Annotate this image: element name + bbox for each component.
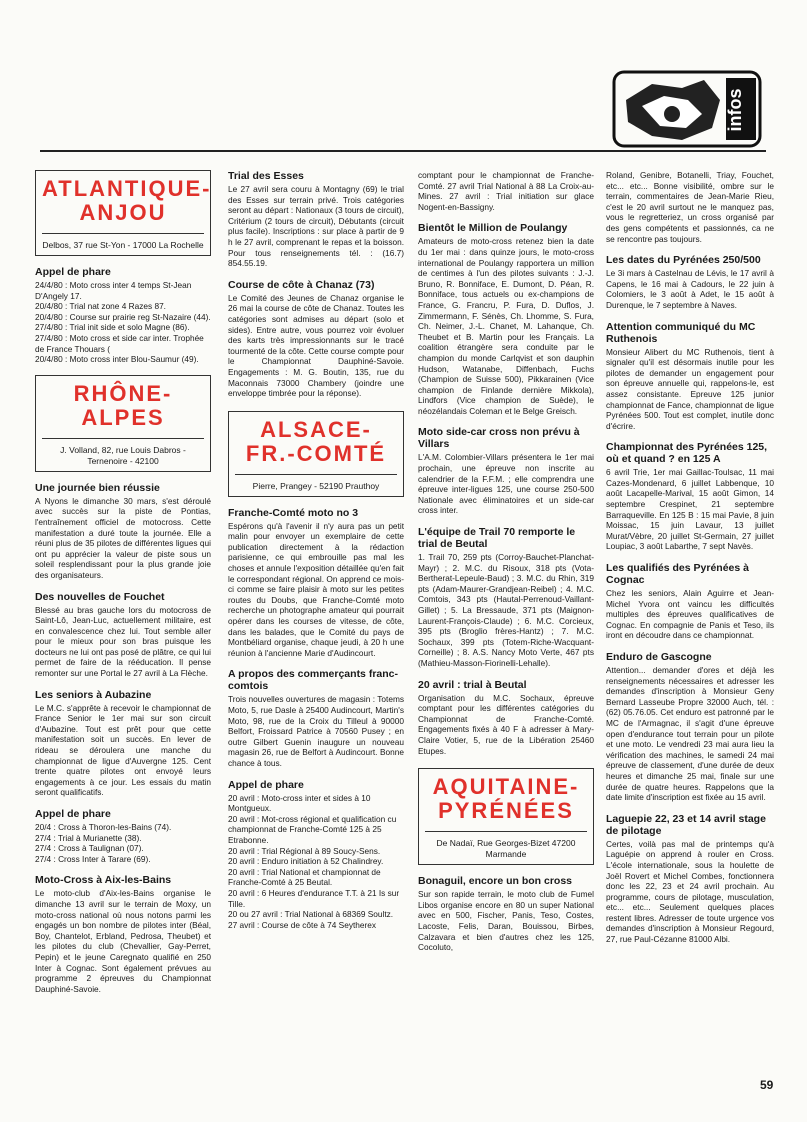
event-line: 20 avril : Enduro initiation à 52 Chalindrey. bbox=[228, 856, 384, 867]
event-line: 20/4/80 : Trial nat zone 4 Razes 87. bbox=[35, 301, 166, 312]
event-line: 20 avril : Trial Régional à 89 Soucy-Sens. bbox=[228, 845, 381, 856]
article-body: Le Comité des Jeunes de Chanaz organise le 26 mai la course de côte de Chanaz. Toutes les catégories sont admises au départ (solo et sides). Entre autre, vous pourrez voir évoluer des karts très impressionnants sur le tracé tourmenté de la côte. Cette course compte pour le Championnat Dauphiné-Savoie. Engagements : M. G. Boutin, 135, rue du Maconnais 73000 Chambery (joindre une enveloppe timbrée pour la réponse). bbox=[228, 292, 404, 399]
event-line: 24/4/80 : Moto cross inter 4 temps St-Jean D'Angely 17. bbox=[35, 280, 192, 301]
article-title: Franche-Comté moto no 3 bbox=[228, 506, 359, 519]
article-body: Sur son rapide terrain, le moto club de Fumel Libos organise encore en 80 un super National avec en 500, Fischer, Panis, Teso, Costes, Lacoste, Felis, Daran, Bouissou, Birbes, Calzavara et bien d'autres chez les 125, Cocoluto, bbox=[418, 889, 594, 953]
region-title: AQUITAINE- bbox=[432, 774, 580, 800]
article-title: Enduro de Gascogne bbox=[606, 651, 712, 663]
article-title: Appel de phare bbox=[35, 266, 111, 278]
region-address: J. Volland, 82, rue Louis Dabros - Ternenoire - 42100 bbox=[42, 438, 204, 467]
event-line: 20 avril : Mot-cross régional et qualification cu championnat de Franche-Comté 125 à 25 Etrabonne. bbox=[228, 813, 397, 845]
article-title: Appel de phare bbox=[228, 778, 304, 791]
region-title: ALSACE- bbox=[260, 416, 372, 442]
article-body: A Nyons le dimanche 30 mars, s'est déroulé avec succès sur la piste de Pontias, l'entraînement officiel de motocross. Cette manifestation a duré toute la journée. Elle a réuni plus de 35 pilotes de différentes ligues qui ont pu apprécier la valeur de piste sous un soleil resplendissant pour la plus grande joie des organisateurs. bbox=[35, 495, 211, 580]
article-body: Amateurs de moto-cross retenez bien la date du 1er mai : dans quinze jours, le moto-cross international de Poulangy rapportera un million de centimes à l'un des pilotes suivants : J.-J. Bruno, R. Bonniface, E. Dumont, D. Péan, R. Bonniface, tous actuels ou ex-champions de France, G. Francru, P. Fura, D. Duflos, J. Zimmermann, F. Sénès, Ch. Lhomme, S. Fura, Ch. Neimer, J.-L. Chanet, M. Lahanque, Ch. Theubet et B. Martin pour les Français. La coalition étrangère sera conduite par le champion du monde Carlqvist et son dauphin Hudson, Watanabe, Diffenbach, Fuchs (Champion de Suisse 500), Pikkarainen (Vice champion de Finlande dernière Mikkola), Lindfors (Vice champion de Suède), le néozélandais Coleman et le Belge Greisch. bbox=[418, 236, 594, 416]
article-title: Bientôt le Million de Poulangy bbox=[418, 222, 568, 235]
article-title: Une journée bien réussie bbox=[35, 481, 160, 494]
article-title: Moto-Cross à Aix-les-Bains bbox=[35, 874, 172, 887]
article-body: Blessé au bras gauche lors du motocross de Saint-Lô, Jean-Luc, actuellement militaire, est en convalescence chez lui. Tout semble aller pour le mieux pour son bras puisque les docteurs ne lui ont pas posé de plâtre, ce qui lui permet de faire de la rééducation. Il pense remonter sur une Portal le 27 avril à La Flèche. bbox=[35, 604, 211, 679]
infos-logo bbox=[612, 70, 762, 148]
event-line: 27 avril : Course de côte à 74 Seytherex bbox=[228, 919, 377, 930]
region-title-line2: PYRÉNÉES bbox=[438, 798, 574, 824]
event-line: 20 avril : 6 Heures d'endurance T.T. à 21 Is sur Tille. bbox=[228, 887, 400, 909]
region-box-rhone bbox=[35, 375, 211, 472]
event-line: 20/4/80 : Moto cross inter Blou-Saumur (49). bbox=[35, 354, 199, 365]
article-body: Le 27 avril sera couru à Montagny (69) le trial des Esses sur terrain privé. Trois catégories seront au départ : Nationaux (3 tours de circuit), Critérium (2 tours de circuit), Débutants (circuit plus facile). Inscriptions : sur place à partir de 9 h le 27 avril, comprenant le repas et la boisson. Pour tous renseignements tél. : (16.7) 854.55.19. bbox=[228, 184, 404, 269]
region-title-line2: FR.-COMTÉ bbox=[245, 440, 387, 466]
article-title: Attention communiqué du MC Ruthenois bbox=[606, 320, 756, 345]
column-3 bbox=[418, 170, 594, 953]
event-line: 20/4/80 : Course sur prairie reg St-Nazaire (44). bbox=[35, 311, 211, 322]
article-body: Espérons qu'à l'avenir il n'y aura pas un petit malin pour envoyer un exemplaire de cette publication directement à la rédaction parisienne, ce qui embrouille pas mal les choses et annule l'exposition détaillée qu'en fait le correspondant régional. On apprend ce mois-ci comme se faire plaisir à moto sur les petites routes du Doubs, que Franche-Comté moto recherche un photographe amateur qui pourrait opérer dans les courses de vitesse, de côte, dans les balades, que le Comité du pays de Montbéliard organise, chaque jeudi, à 20 h une réunion à l'ancienne Marie d'Audincourt. bbox=[228, 520, 404, 658]
event-line: 27/4/80 : Moto cross et side car inter. Trophée de France Thouars ( bbox=[35, 332, 204, 354]
article-title: Les dates du Pyrénées 250/500 bbox=[606, 254, 761, 267]
event-line: 20/4 : Cross à Thoron-les-Bains (74). bbox=[35, 822, 172, 832]
region-title: ATLANTIQUE- bbox=[42, 176, 212, 201]
column-2 bbox=[228, 170, 404, 930]
article-title: Les seniors à Aubazine bbox=[35, 688, 152, 701]
article-title: Moto side-car cross non prévu à Villars bbox=[418, 426, 580, 451]
article-title: Appel de phare bbox=[35, 808, 111, 820]
event-line: 27/4/80 : Trial init side et solo Magne (86). bbox=[35, 322, 190, 333]
region-box-atlantique bbox=[35, 170, 211, 256]
article-body: Trois nouvelles ouvertures de magasin : Totems Moto, 5, rue Dasle à 25400 Audincourt, Martin's Moto, 98, rue de la Croix du Tilleul à 90000 Belfort, Froissard Patrice à 70560 Pusey ; en outre Gilbert Guenin inaugure un nouveau magasin 26, rue de Belfort à Audincourt. Bonne chance à tous. bbox=[228, 694, 404, 768]
event-list bbox=[228, 793, 404, 931]
region-address: De Nadaï, Rue Georges-Bizet 47200 Marmande bbox=[425, 831, 587, 860]
region-title-line2: ANJOU bbox=[79, 200, 167, 225]
article-body: Organisation du M.C. Sochaux, épreuve comptant pour les différentes catégories du Championnat de Franche-Comté. Engagements fixés à 40 F à adresser à Mary-Claire Votier, 5, rue de la Libération 25460 Etupes. bbox=[418, 692, 594, 756]
article-title: 20 avril : trial à Beutal bbox=[418, 678, 527, 691]
article-body: Chez les seniors, Alain Aguirre et Jean-Michel Yvora ont vaincu les difficultés multiples des épreuves qualificatives de Cognac. En compagnie de Panis et Teso, ils iront en découdre dans ce championnat. bbox=[606, 588, 774, 641]
article-title: L'équipe de Trail 70 remporte le trial de Beutal bbox=[418, 526, 576, 551]
event-line: 27/4 : Cross Inter à Tarare (69). bbox=[35, 853, 151, 864]
article-body: Certes, voilà pas mal de printemps qu'à Laguépie on apprend à rouler en Cross. L'école internationale, sous la houlette de Joël Rovert et Michel Combes, fonctionnera donc les 22, 23 et 24 avril prochain. Au programme, cours de pilotage, musculation, etc... etc... Seulement quelques places restent libres. Adresser de toute urgence vos demandes d'inscription à Monsieur Regourd, 27, rue Paul-Cézanne 81000 Albi. bbox=[606, 838, 774, 945]
article-body: Le M.C. s'apprête à recevoir le championnat de France Senior le 1er mai sur son circuit d'Aubazine. Tout est prêt pour que cette manifestation soit un succès. En lever de rideau se déroulera une manche du championnat de ligue d'Auvergne 125. Cent trente quatre pilotes ont envoyé leurs engagements à ce jour. Les essais du matin seront qualificatifs. bbox=[35, 702, 211, 798]
event-line: 20 avril : Trial National et championnat de Franche-Comté à 25 Beutal. bbox=[228, 866, 381, 888]
column-1 bbox=[35, 170, 211, 994]
article-body: Le 3i mars à Castelnau de Lévis, le 17 avril à Capens, le 16 mai à Cadours, le 22 juin à Colomiers, le 3 août à Adet, le 15 août à Durenque, le 7 septembre à Naves. bbox=[606, 268, 774, 310]
article-body: Attention... demander d'ores et déjà les renseignements nécessaires et adresser les demandes d'inscription à Monsieur Geny Bernard Lasseube Propre 32000 Auch, tél. : (62) 05.76.05. Cet enduro est patronné par le MC de l'Armagnac, il s'agit d'une épreuve open d'endurance tout terrain pour un pilote et une moto. Le vendredi 23 mai aura lieu la vérification des machines, le samedi 24 mai épreuve de classement, d'une durée de deux heures et dimanche 25 mai, finale sur une durée de quatre heures. Rappelons que la date limite d'inscription est fixée au 15 avril. bbox=[606, 665, 774, 803]
event-line: 20 ou 27 avril : Trial National à 68369 Soultz. bbox=[228, 909, 394, 920]
event-line: 27/4 : Cross à Taulignan (07). bbox=[35, 843, 144, 854]
event-line: 27/4 : Trial à Murianette (38). bbox=[35, 832, 142, 843]
top-rule bbox=[40, 150, 766, 152]
column-4 bbox=[606, 170, 774, 945]
article-body: L'A.M. Colombier-Villars présentera le 1er mai prochain, une épreuve non inscrite au calendrier de la F.F.M. ; elle comprendra une épreuve inter-ligues 125, une course 250-500 Nationale avec éliminatoires et un side-car cross inter. bbox=[418, 452, 594, 516]
article-title: Les qualifiés des Pyrénées à Cognac bbox=[606, 562, 749, 587]
article-body: 1. Trail 70, 259 pts (Corroy-Bauchet-Planchat-Mayr) ; 2. M.C. du Risoux, 318 pts (Vota-Bertherat-Lepeule-Baud) ; 3. M.C. du Rhin, 319 pts (Adam-Maurer-Grandjean-Reibel) ; 4. M.C. Comtois, 343 pts (Hautal-Perrenoud-Vaillant-Gillet) ; 5. La Bressaude, 371 pts (Maignon-Laurent-François-Claude) ; 6. M.C. Corcieux, 395 pts (Broglio frères-Hantz) ; 7. M.C. Sochaux, 399 pts (Totem-Riche-Wacquant-Corneille) ; 8. A.S. Nancy Moto Verte, 467 pts (Mathieu-Masson-Fiorinelli-Lehalle). bbox=[418, 552, 594, 668]
article-body-continued: comptant pour le championnat de Franche-Comté. 27 avril Trial National à 88 La Croix-au-Mines. 27 avril : Trial initiation sur glace Nogent-en-Bassigny. bbox=[418, 170, 594, 212]
region-address: Pierre, Prangey - 52190 Prauthoy bbox=[235, 474, 397, 492]
article-body: Monsieur Alibert du MC Ruthenois, tient à signaler qu'il est désormais inutile pour les pilotes de demander un engagement pour son épreuve annuelle qui, rappelons-le, est assez consistante. Epreuve 125 junior championnat de Fance, championnat de ligue Pyrénées 500. Tout est complet, inutile donc d'écrire. bbox=[606, 346, 774, 431]
region-box-alsace bbox=[228, 411, 404, 497]
article-title: Course de côte à Chanaz (73) bbox=[228, 278, 375, 291]
article-title: Bonaguil, encore un bon cross bbox=[418, 875, 573, 888]
article-body-continued: Roland, Genibre, Botanelli, Triay, Fouchet, etc... etc... Bonne visibilité, ombre sur le terrain, commentaires de Jean-Marie Rieu, c'est le 20 avril surtout ne le manquez pas, vous le regretteriez, un cross organisé par des gens compétents et passionnés, ca ne se rencontre pas toujours. bbox=[606, 170, 774, 244]
region-title: RHÔNE-ALPES bbox=[73, 380, 173, 430]
logo-text: infos bbox=[725, 88, 745, 132]
article-title: A propos des commerçants franc-comtois bbox=[228, 668, 398, 693]
event-list bbox=[35, 280, 211, 365]
article-title: Laguepie 22, 23 et 14 avril stage de pilotage bbox=[606, 812, 766, 837]
article-title: Des nouvelles de Fouchet bbox=[35, 590, 165, 603]
event-line: 20 avril : Moto-cross inter et sides à 10 Montgueux. bbox=[228, 792, 371, 814]
region-box-aquitaine bbox=[418, 768, 594, 865]
event-list bbox=[35, 822, 211, 864]
article-title: Trial des Esses bbox=[228, 170, 304, 182]
article-body: Le moto-club d'Aix-les-Bains organise le dimanche 13 avril sur le terrain de Moxy, un moto-cross national où nous notons parmi les engagés un bon nombre de pilotes inter (Béal, Boy, Chantelot, Erbland, Pedrosa, Theubet) et les pilotes du club (Chevallier, Gay-Perret, Pepin) et le jeune Caregnato qualifié en 250 Inter à Cognac. Sont également prévues au programme 2 épreuves du Championnat Dauphiné-Savoie. bbox=[35, 888, 211, 994]
article-title: Championnat des Pyrénées 125, où et quand ? en 125 A bbox=[606, 441, 768, 466]
region-address: Delbos, 37 rue St-Yon - 17000 La Rochelle bbox=[42, 233, 204, 251]
article-body: 6 avril Trie, 1er mai Gaillac-Toulsac, 11 mai Cazes-Mondenard, 6 juillet Labbenque, 10 août Lacapelle-Marival, 15 août Gimon, 14 septembre Crespinet, 21 septembre Barraqueville. En 125 B : 15 mai Pavie, 8 juin Moissac, 15 juin Lavaur, 13 juillet Murat/Vèbre, 20 juillet St-Germain, 27 juillet Loupiac, 3 août Labarthe, 7 sept Navès. bbox=[606, 467, 774, 552]
page-number: 59 bbox=[760, 1078, 774, 1092]
